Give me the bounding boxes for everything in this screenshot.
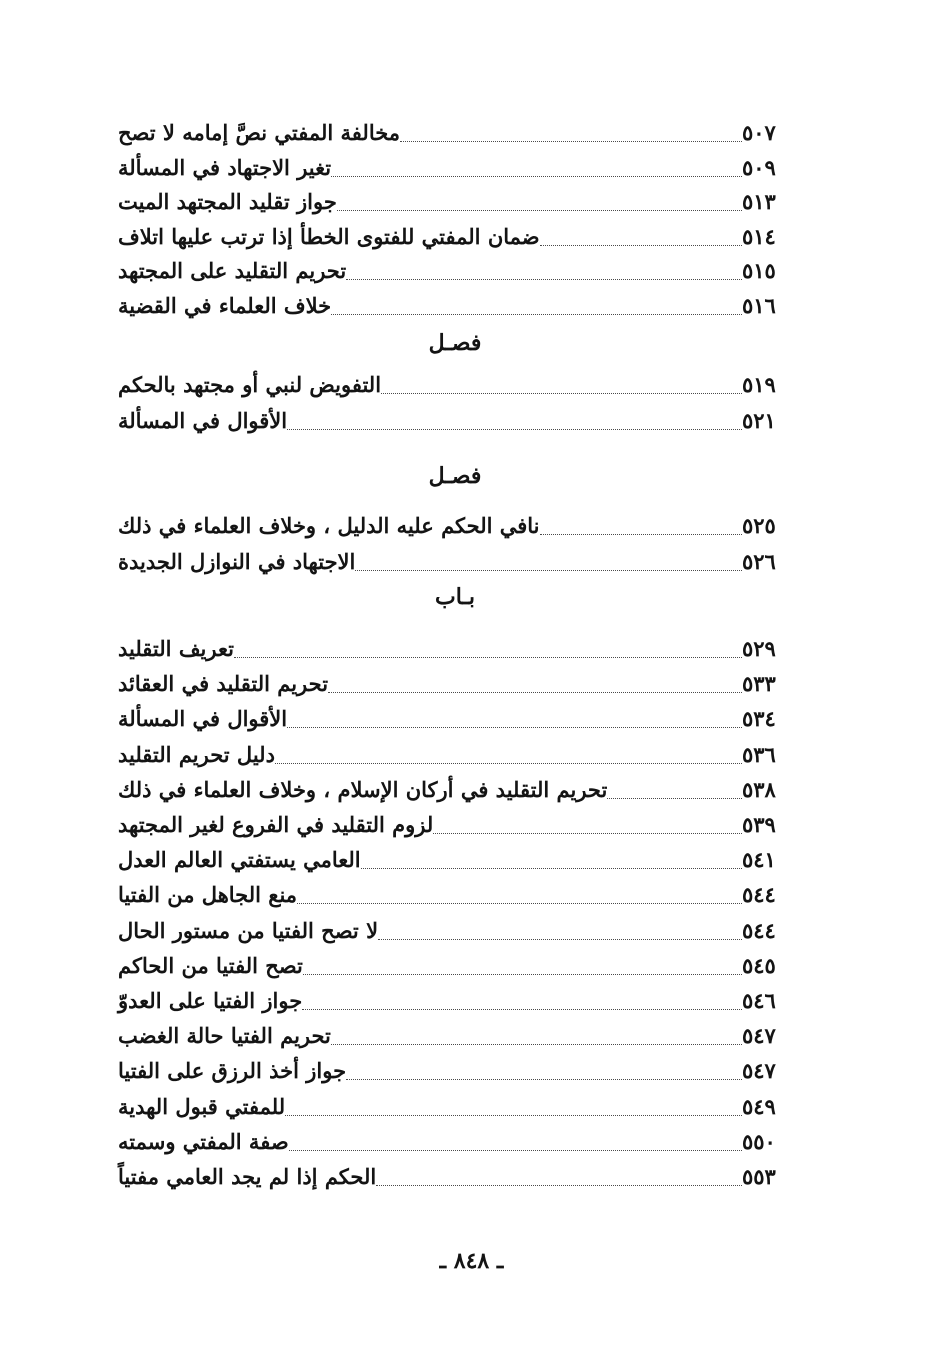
dotted-leader	[297, 903, 742, 904]
toc-entry-page: ٥٤٧	[742, 1058, 776, 1084]
toc-entry-page: ٥٢٦	[742, 549, 776, 574]
toc-entry-title: التفويض لنبي أو مجتهد بالحكم	[118, 372, 382, 397]
toc-entry	[112, 287, 798, 321]
toc-entry	[112, 1158, 798, 1192]
toc-entry-page: ٥٣٨	[742, 776, 776, 802]
toc-entry-title: جواز أخذ الرزق على الفتيا	[118, 1058, 347, 1084]
dotted-leader	[234, 657, 742, 658]
section-heading: فصـل	[428, 330, 482, 356]
dotted-leader	[302, 1009, 742, 1010]
dotted-leader	[331, 314, 742, 315]
toc-entry-page: ٥٢٥	[742, 513, 776, 538]
dotted-leader	[400, 141, 742, 142]
toc-entry	[112, 841, 798, 875]
toc-entry-title: العامي يستفتي العالم العدل	[118, 847, 361, 873]
toc-entry	[112, 665, 798, 699]
dotted-leader	[331, 176, 742, 177]
dotted-leader	[287, 727, 742, 728]
toc-entry-title: الأقوال في المسألة	[118, 706, 288, 732]
dotted-leader	[540, 534, 742, 535]
toc-entry-page: ٥١٩	[742, 372, 776, 397]
toc-entry-page: ٥٤٦	[742, 988, 776, 1013]
toc-entry-title: للمفتي قبول الهدية	[118, 1093, 286, 1119]
toc-entry-title: منع الجاهل من الفتيا	[118, 882, 298, 908]
toc-entry	[112, 402, 798, 436]
toc-entry-page: ٥٣٣	[742, 671, 776, 697]
toc-entry-title: خلاف العلماء في القضية	[118, 293, 332, 318]
toc-entry	[112, 1052, 798, 1086]
toc-entry-title: تعريف التقليد	[118, 636, 234, 661]
toc-entry-page: ٥٤٤	[742, 917, 776, 943]
toc-entry	[112, 114, 798, 148]
toc-entry-page: ٥١٣	[742, 189, 776, 215]
toc-entry-title: جواز تقليد المجتهد الميت	[118, 189, 337, 215]
toc-entry-page: ٥٥٣	[742, 1164, 776, 1189]
toc-entry	[112, 183, 798, 217]
toc-entry-page: ٥٢١	[742, 408, 776, 433]
toc-entry-page: ٥٣٤	[742, 706, 776, 732]
section-heading: فصـل	[428, 463, 482, 489]
toc-entry-page: ٥١٤	[742, 223, 776, 249]
dotted-leader	[303, 974, 742, 975]
toc-entry-title: تغير الاجتهاد في المسألة	[118, 154, 332, 180]
toc-entry	[112, 149, 798, 183]
dotted-leader	[285, 1115, 742, 1116]
toc-entry-page: ٥٥٠	[742, 1128, 776, 1154]
toc-entry	[112, 947, 798, 981]
page-number-footer: ـ ٨٤٨ ـ	[439, 1248, 504, 1274]
dotted-leader	[287, 429, 742, 430]
toc-entry-page: ٥٤٩	[742, 1093, 776, 1119]
toc-entry-page: ٥٢٩	[742, 636, 776, 661]
dotted-leader	[275, 763, 742, 764]
dotted-leader	[337, 210, 742, 211]
dotted-leader	[381, 393, 742, 394]
section-heading: بـاب	[435, 584, 475, 610]
toc-entry	[112, 912, 798, 946]
toc-entry	[112, 252, 798, 286]
toc-entry-page: ٥٤٧	[742, 1023, 776, 1049]
toc-entry-title: دليل تحريم التقليد	[118, 741, 275, 767]
toc-entry-title: لزوم التقليد في الفروع لغير المجتهد	[118, 812, 434, 837]
toc-entry-title: الاجتهاد في النوازل الجديدة	[118, 549, 356, 574]
toc-entry-page: ٥٤٥	[742, 952, 776, 978]
dotted-leader	[346, 279, 742, 280]
toc-entry	[112, 1088, 798, 1122]
dotted-leader	[376, 1185, 742, 1186]
toc-entry-page: ٥٠٧	[742, 120, 776, 145]
toc-entry-page: ٥٤١	[742, 847, 776, 873]
toc-entry	[112, 700, 798, 734]
toc-entry-title: الحكم إذا لم يجد العامي مفتياً	[118, 1164, 377, 1189]
toc-entry	[112, 771, 798, 805]
toc-entry	[112, 1017, 798, 1051]
dotted-leader	[355, 570, 742, 571]
toc-entry-title: تحريم الفتيا حالة الغضب	[118, 1023, 331, 1049]
dotted-leader	[540, 245, 742, 246]
toc-entry-title: تحريم التقليد على المجتهد	[118, 258, 347, 284]
toc-entry-title: نافي الحكم عليه الدليل ، وخلاف العلماء في ذلك	[118, 513, 540, 538]
toc-entry	[112, 736, 798, 770]
toc-entry	[112, 218, 798, 252]
toc-entry-title: صفة المفتي وسمته	[118, 1128, 289, 1154]
dotted-leader	[361, 868, 742, 869]
toc-entry-title: لا تصح الفتيا من مستور الحال	[118, 917, 379, 943]
dotted-leader	[433, 833, 742, 834]
toc-entry-page: ٥٤٤	[742, 882, 776, 908]
toc-entry	[112, 507, 798, 541]
toc-entry	[112, 1123, 798, 1157]
toc-entry-page: ٥٠٩	[742, 154, 776, 180]
dotted-leader	[331, 1044, 742, 1045]
toc-entry-title: جواز الفتيا على العدوّ	[118, 988, 303, 1013]
toc-entry-page: ٥٣٦	[742, 741, 776, 767]
toc-entry-page: ٥١٥	[742, 258, 776, 284]
toc-entry-title: الأقوال في المسألة	[118, 408, 288, 433]
toc-entry-title: ضمان المفتي للفتوى الخطأ إذا ترتب عليها اتلاف	[118, 223, 540, 249]
toc-entry	[112, 982, 798, 1016]
toc-entry-title: مخالفة المفتي نصَّ إمامه لا تصح	[118, 120, 401, 145]
toc-entry	[112, 876, 798, 910]
toc-entry	[112, 630, 798, 664]
dotted-leader	[289, 1150, 742, 1151]
toc-entry	[112, 806, 798, 840]
toc-entry	[112, 543, 798, 577]
toc-entry-title: تحريم التقليد في العقائد	[118, 671, 329, 697]
toc-entry-page: ٥٣٩	[742, 812, 776, 837]
dotted-leader	[346, 1079, 742, 1080]
toc-entry-title: تصح الفتيا من الحاكم	[118, 952, 303, 978]
toc-entry	[112, 366, 798, 400]
toc-entry-title: تحريم التقليد في أركان الإسلام ، وخلاف العلماء في ذلك	[118, 776, 608, 802]
dotted-leader	[607, 798, 742, 799]
dotted-leader	[328, 692, 742, 693]
dotted-leader	[378, 939, 742, 940]
toc-entry-page: ٥١٦	[742, 293, 776, 318]
